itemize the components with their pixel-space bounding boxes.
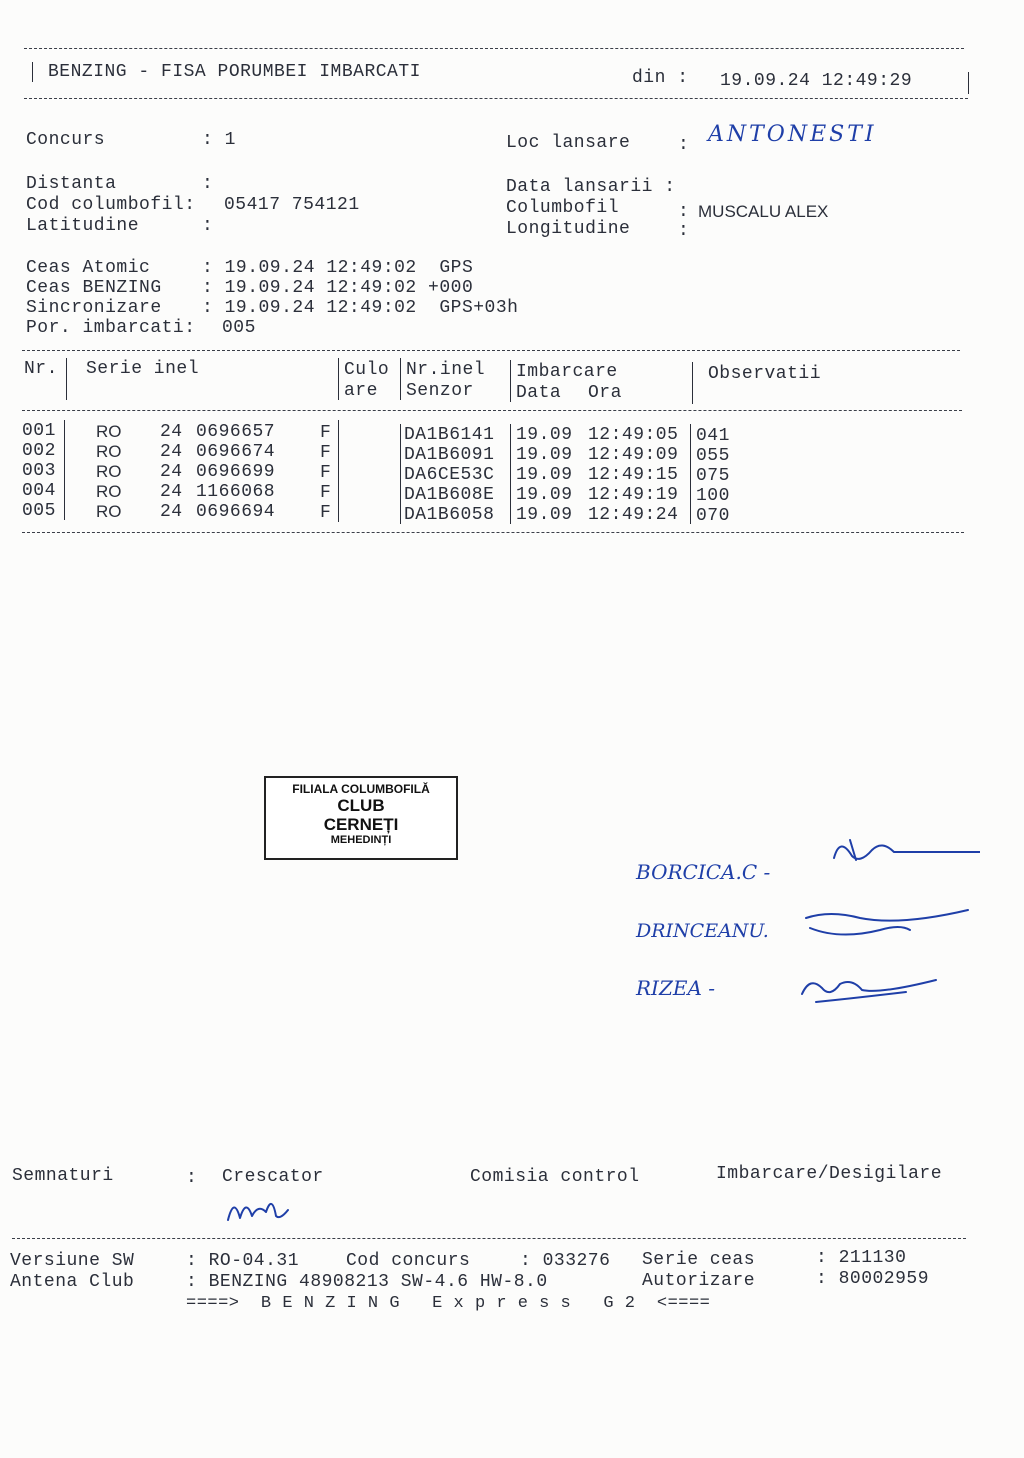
print-date-value: 19.09.24 12:49:29 — [720, 71, 913, 91]
antena-club-label: Antena Club — [10, 1272, 135, 1292]
cod-concurs-label: Cod concurs — [346, 1251, 471, 1271]
body-divider-sex — [338, 420, 339, 522]
row-ring: 0696657 — [196, 422, 276, 442]
loc-lansare-handwritten: ANTONESTI — [708, 122, 877, 147]
ceas-atomic-label: Ceas Atomic — [26, 258, 151, 278]
col-header-senzor: Senzor — [406, 381, 474, 401]
header-bottom-rule — [24, 98, 968, 99]
handwritten-name-3: RIZEA - — [636, 976, 716, 1000]
header-left-bar — [32, 62, 33, 82]
row-obs: 041 — [696, 426, 730, 446]
benzing-express-banner: ====> B E N Z I N G E x p r e s s G 2 <==== — [186, 1294, 711, 1313]
handwritten-name-2: DRINCEANU. — [636, 920, 769, 942]
col-divider-serie — [338, 358, 339, 400]
row-sensor: DA1B6141 — [404, 425, 495, 445]
row-country: RO — [96, 502, 122, 521]
row-sex: F — [320, 483, 332, 503]
table-bottom-rule — [22, 532, 964, 533]
row-ring: 0696674 — [196, 442, 276, 462]
stamp-line3: CERNEȚI — [323, 815, 399, 834]
row-sensor: DA1B608E — [404, 485, 495, 505]
row-sex: F — [320, 443, 332, 463]
row-ring: 0696694 — [196, 502, 276, 522]
handwritten-name-1: BORCICA.C - — [636, 860, 771, 884]
distanta-label: Distanta — [26, 174, 117, 194]
stamp-line1: FILIALA COLUMBOFILĂ — [292, 782, 430, 796]
col-divider-time — [692, 362, 693, 404]
body-divider-culo — [400, 424, 401, 524]
row-country: RO — [96, 422, 122, 441]
col-header-imbarcare: Imbarcare — [516, 362, 618, 382]
row-year: 24 — [160, 442, 183, 462]
signature-2 — [800, 906, 970, 940]
row-sensor: DA1B6058 — [404, 505, 495, 525]
col-divider-nr — [66, 358, 67, 400]
cod-columbofil-value: 05417 754121 — [224, 195, 360, 215]
print-date-label: din : — [632, 68, 689, 88]
row-obs: 100 — [696, 486, 730, 506]
col-header-nrinel: Nr.inel — [406, 360, 486, 380]
loc-lansare-label: Loc lansare — [506, 133, 631, 153]
row-nr: 004 — [22, 481, 56, 501]
row-date: 19.09 — [516, 445, 573, 465]
columbofil-value: MUSCALU ALEX — [698, 202, 829, 221]
latitudine-sep: : — [202, 216, 214, 236]
row-nr: 005 — [22, 501, 56, 521]
document-title: BENZING - FISA PORUMBEI IMBARCATI — [48, 62, 421, 82]
semnaturi-label: Semnaturi — [12, 1166, 114, 1186]
cod-columbofil-label: Cod columbofil: — [26, 195, 196, 215]
row-date: 19.09 — [516, 465, 573, 485]
ceas-atomic-value: : 19.09.24 12:49:02 GPS — [202, 258, 474, 278]
header-right-bar — [968, 72, 969, 94]
row-sex: F — [320, 463, 332, 483]
stamp-line2: CLUB — [337, 796, 385, 815]
sincronizare-label: Sincronizare — [26, 298, 162, 318]
ceas-benzing-value: : 19.09.24 12:49:02 +000 — [202, 278, 474, 298]
semnaturi-sep: : — [186, 1168, 198, 1188]
row-sensor: DA1B6091 — [404, 445, 495, 465]
row-obs: 055 — [696, 446, 730, 466]
col-header-serie: Serie inel — [86, 359, 200, 379]
top-dashed-rule — [24, 48, 964, 49]
col-header-observatii: Observatii — [708, 364, 822, 384]
por-imbarcati-value: 005 — [222, 318, 256, 338]
body-divider-sensor — [510, 424, 511, 524]
col-header-are: are — [344, 381, 378, 401]
row-year: 24 — [160, 462, 183, 482]
concurs-label: Concurs — [26, 130, 106, 150]
row-sex: F — [320, 503, 332, 523]
row-year: 24 — [160, 422, 183, 442]
row-time: 12:49:09 — [588, 445, 679, 465]
col-header-ora: Ora — [588, 383, 622, 403]
distanta-sep: : — [202, 174, 214, 194]
loc-lansare-sep: : — [678, 135, 690, 155]
row-date: 19.09 — [516, 485, 573, 505]
autorizare-value: : 80002959 — [816, 1269, 930, 1289]
row-sensor: DA6CE53C — [404, 465, 495, 485]
footer-rule — [12, 1238, 966, 1239]
columbofil-label: Columbofil — [506, 198, 620, 218]
row-time: 12:49:05 — [588, 425, 679, 445]
cod-concurs-value: : 033276 — [520, 1251, 611, 1271]
row-ring: 0696699 — [196, 462, 276, 482]
table-top-rule — [22, 350, 960, 351]
versiune-sw-label: Versiune SW — [10, 1251, 135, 1271]
versiune-sw-value: : RO-04.31 — [186, 1251, 300, 1271]
body-divider-nr — [64, 420, 65, 520]
row-time: 12:49:19 — [588, 485, 679, 505]
row-time: 12:49:15 — [588, 465, 679, 485]
row-nr: 003 — [22, 461, 56, 481]
col-divider-sensor — [510, 360, 511, 402]
col-header-culo: Culo — [344, 360, 390, 380]
data-lansarii-label: Data lansarii : — [506, 177, 676, 197]
concurs-value: : 1 — [202, 130, 236, 150]
row-year: 24 — [160, 502, 183, 522]
por-imbarcati-label: Por. imbarcati: — [26, 318, 196, 338]
row-obs: 075 — [696, 466, 730, 486]
col-header-data: Data — [516, 383, 562, 403]
row-date: 19.09 — [516, 505, 573, 525]
signature-1 — [820, 830, 980, 870]
longitudine-sep: : — [678, 221, 690, 241]
columbofil-sep: : — [678, 202, 690, 222]
stamp-line4: MEHEDINȚI — [330, 834, 392, 846]
row-country: RO — [96, 462, 122, 481]
col-divider-culo — [400, 358, 401, 400]
autorizare-label: Autorizare — [642, 1271, 756, 1291]
imbarcare-desigilare-label: Imbarcare/Desigilare — [716, 1164, 943, 1184]
row-nr: 001 — [22, 421, 56, 441]
comisia-control-label: Comisia control — [470, 1167, 640, 1187]
ceas-benzing-label: Ceas BENZING — [26, 278, 162, 298]
antena-club-value: : BENZING 48908213 SW-4.6 HW-8.0 — [186, 1272, 548, 1292]
body-divider-time — [690, 424, 691, 524]
club-stamp — [264, 776, 458, 860]
signature-3 — [796, 968, 946, 1008]
serie-ceas-value: : 211130 — [816, 1248, 907, 1268]
row-obs: 070 — [696, 506, 730, 526]
row-country: RO — [96, 442, 122, 461]
crescator-signature — [222, 1190, 302, 1226]
latitudine-label: Latitudine — [26, 216, 140, 236]
table-header-rule — [22, 410, 962, 411]
row-time: 12:49:24 — [588, 505, 679, 525]
row-country: RO — [96, 482, 122, 501]
row-nr: 002 — [22, 441, 56, 461]
longitudine-label: Longitudine — [506, 219, 631, 239]
row-year: 24 — [160, 482, 183, 502]
crescator-label: Crescator — [222, 1167, 324, 1187]
sincronizare-value: : 19.09.24 12:49:02 GPS+03h — [202, 298, 519, 318]
row-date: 19.09 — [516, 425, 573, 445]
row-ring: 1166068 — [196, 482, 276, 502]
row-sex: F — [320, 423, 332, 443]
col-header-nr: Nr. — [24, 359, 58, 379]
serie-ceas-label: Serie ceas — [642, 1250, 756, 1270]
